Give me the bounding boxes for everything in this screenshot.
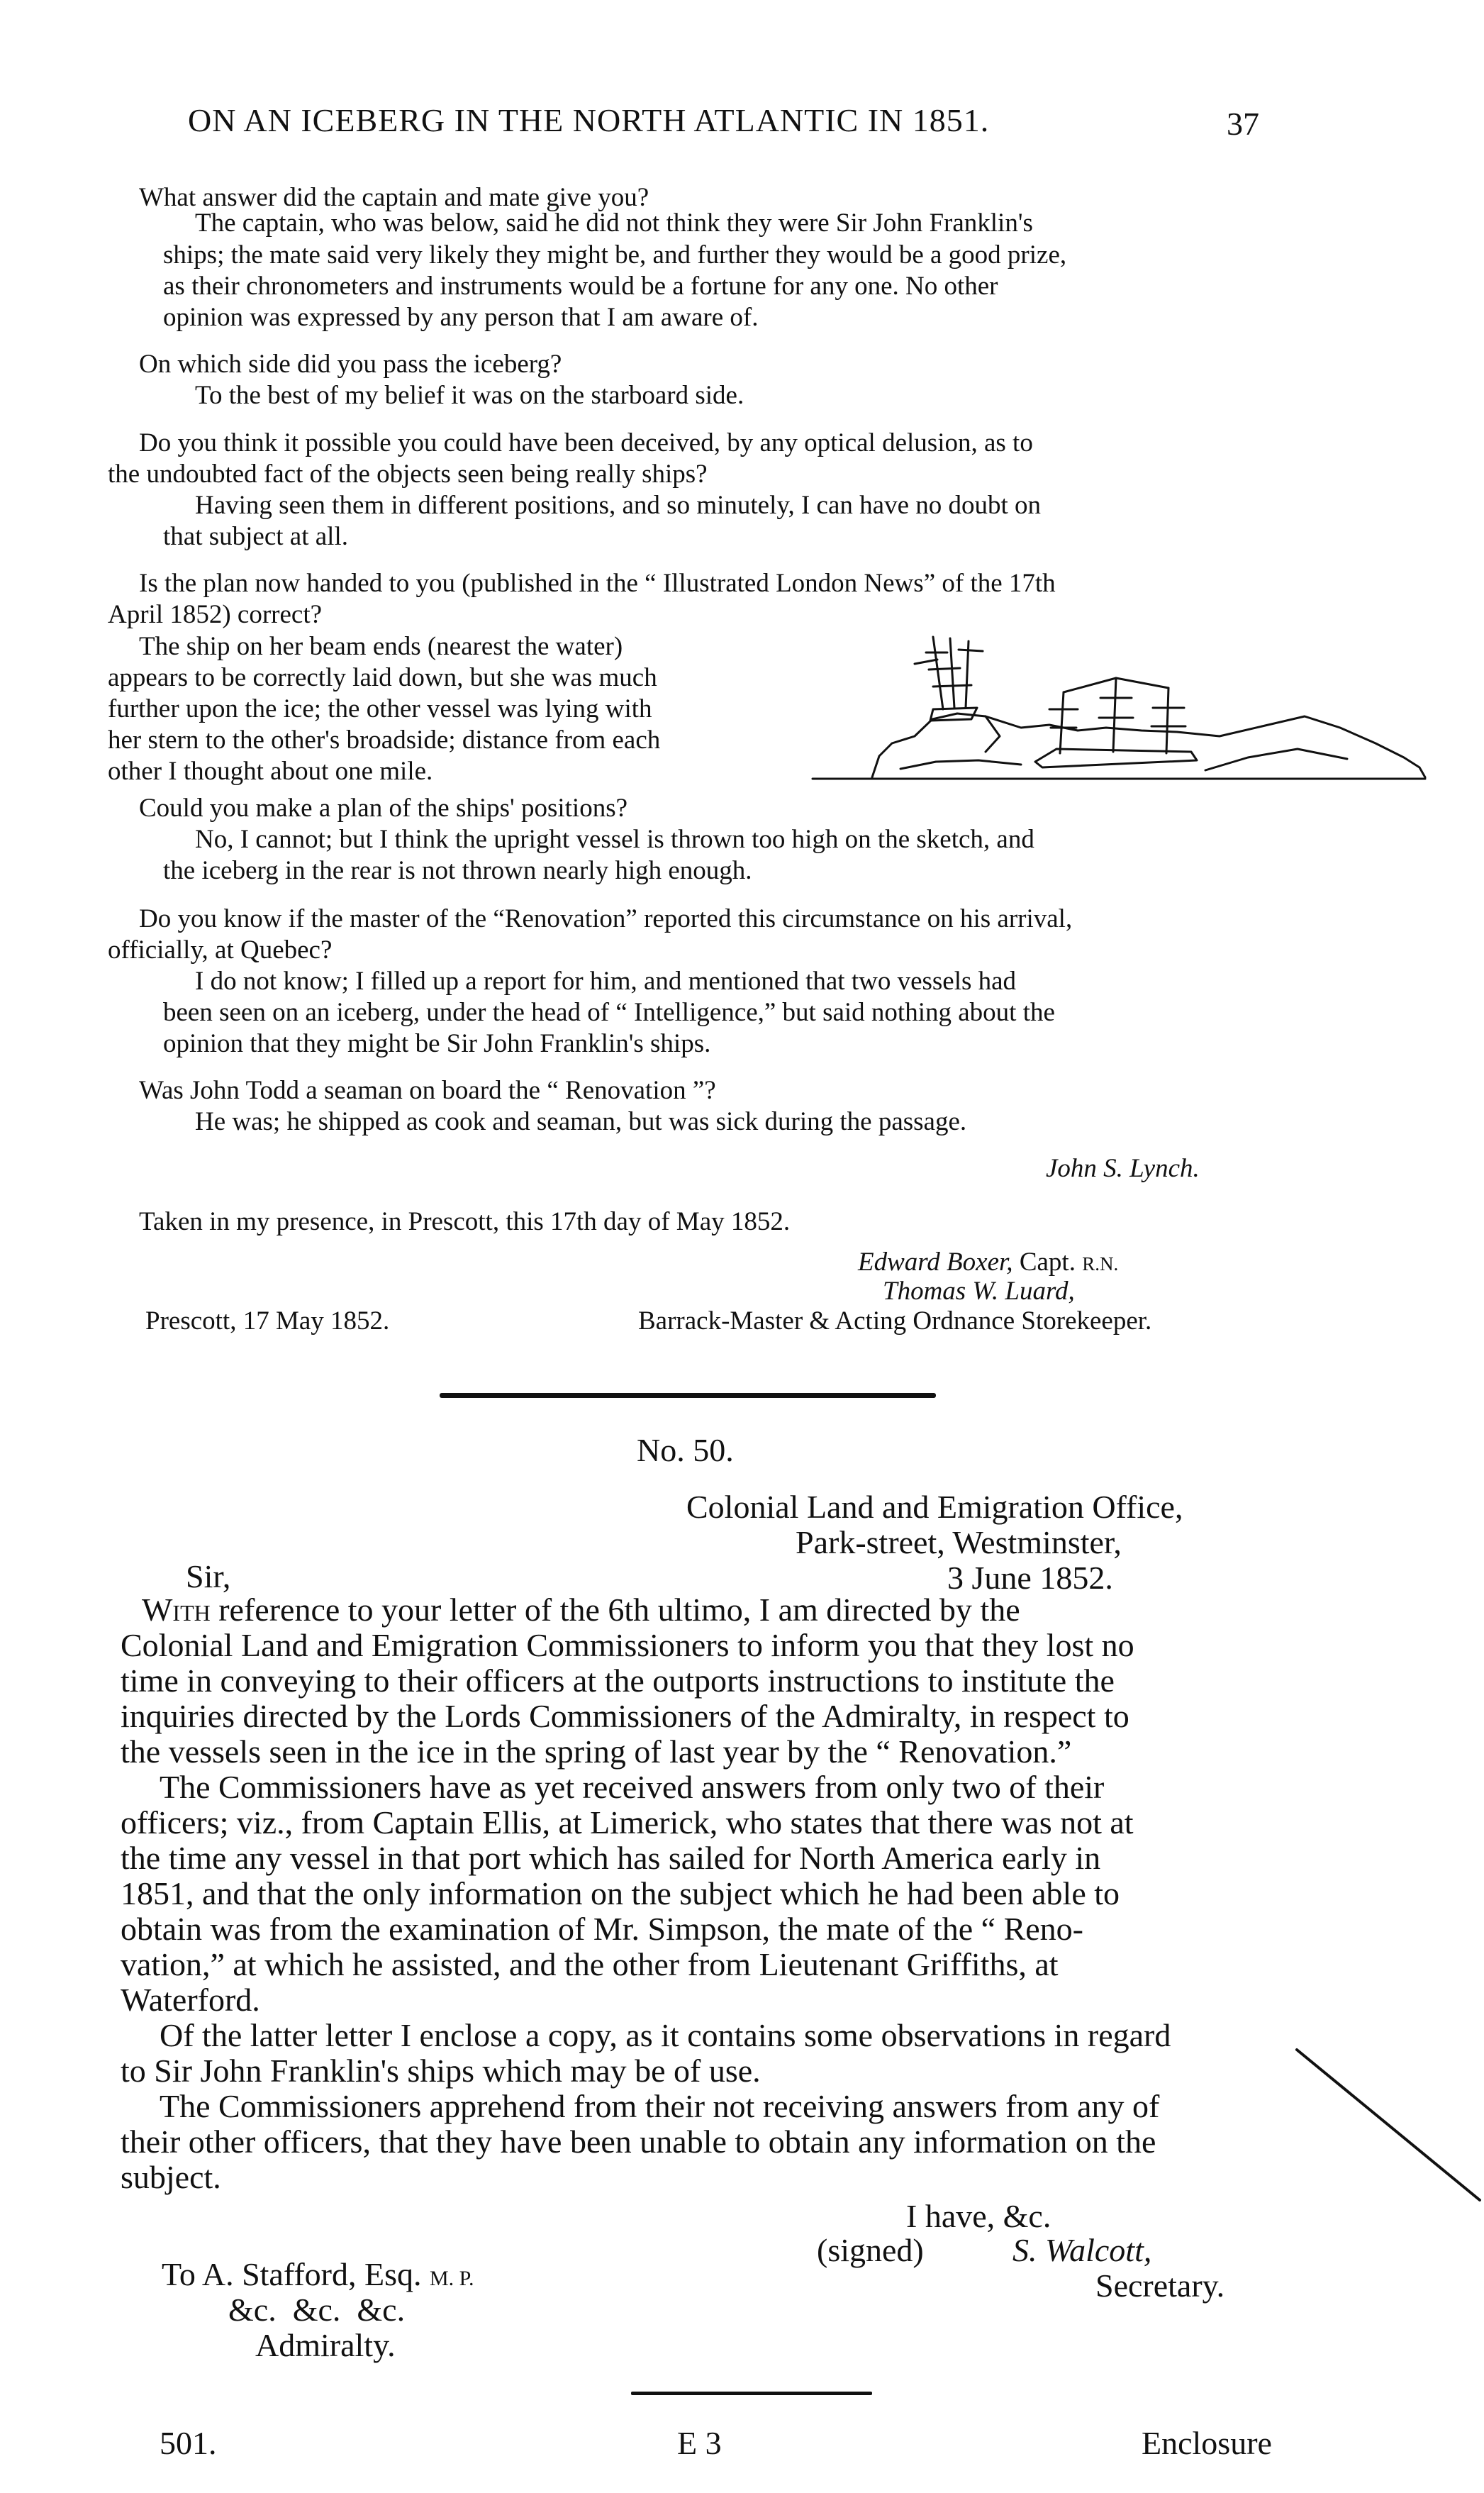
footer-catchword: Enclosure <box>1142 2425 1272 2461</box>
answer-1-line-4: opinion was expressed by any person that I am aware of. <box>163 303 759 332</box>
answer-4-line-1: The ship on her beam ends (nearest the water) <box>139 632 623 661</box>
answer-1-line-3: as their chronometers and instruments would be a fortune for any one. No other <box>163 272 998 301</box>
question-3-line-1: Do you think it possible you could have been deceived, by any optical delusion, as to <box>139 428 1033 457</box>
question-4-line-1: Is the plan now handed to you (published in the “ Illustrated London News” of the 17th <box>139 569 1056 598</box>
question-7: Was John Todd a seaman on board the “ Renovation ”? <box>139 1076 716 1105</box>
letter-signed-label: (signed) <box>817 2232 924 2268</box>
answer-2: To the best of my belief it was on the starboard side. <box>195 381 744 410</box>
letter-p4-line-1: The Commissioners apprehend from their not receiving answers from any of <box>160 2088 1160 2124</box>
letter-addressee-dept: Admiralty. <box>255 2327 396 2363</box>
letter-p3-line-2: to Sir John Franklin's ships which may be of use. <box>121 2053 761 2089</box>
letter-number: No. 50. <box>637 1432 734 1468</box>
deponent-signature: John S. Lynch. <box>1046 1154 1200 1183</box>
question-4-line-2: April 1852) correct? <box>108 600 323 629</box>
letter-office: Colonial Land and Emigration Office, <box>686 1489 1183 1525</box>
witness-1-name: Edward Boxer, <box>858 1248 1013 1277</box>
letter-p2-line-2: officers; viz., from Captain Ellis, at Limerick, who states that there was not at <box>121 1804 1134 1840</box>
letter-p1-first-word: With <box>142 1592 211 1628</box>
answer-6-line-1: I do not know; I filled up a report for him, and mentioned that two vessels had <box>195 967 1017 996</box>
letter-closing: I have, &c. <box>906 2198 1051 2234</box>
answer-5-line-2: the iceberg in the rear is not thrown nearly high enough. <box>163 856 752 885</box>
section-divider <box>440 1393 936 1398</box>
iceberg-inner-line <box>1205 749 1347 770</box>
place-date: Prescott, 17 May 1852. <box>145 1306 390 1336</box>
answer-1-line-2: ships; the mate said very likely they might be, and further they would be a good prize, <box>163 240 1067 270</box>
letter-addressee <box>162 2257 474 2297</box>
letter-p1-line-5: the vessels seen in the ice in the spring of last year by the “ Renovation.” <box>121 1733 1072 1770</box>
letter-p2-line-6: vation,” at which he assisted, and the other from Lieutenant Griffiths, at <box>121 1946 1059 1982</box>
footer-left: 501. <box>160 2425 217 2461</box>
letter-p1-line-4: inquiries directed by the Lords Commissioners of the Admiralty, in respect to <box>121 1698 1129 1734</box>
question-5: Could you make a plan of the ships' positions? <box>139 794 628 823</box>
question-6-line-2: officially, at Quebec? <box>108 935 333 965</box>
answer-4-line-2: appears to be correctly laid down, but she was much <box>108 663 657 692</box>
footer-signature-mark: E 3 <box>677 2425 722 2461</box>
letter-p4-line-2: their other officers, that they have been unable to obtain any information on the <box>121 2123 1156 2160</box>
answer-6-line-3: opinion that they might be Sir John Franklin's ships. <box>163 1029 711 1058</box>
answer-4-line-4: her stern to the other's broadside; distance from each <box>108 726 661 755</box>
question-2: On which side did you pass the iceberg? <box>139 350 562 379</box>
letter-p2-line-5: obtain was from the examination of Mr. Simpson, the mate of the “ Reno- <box>121 1911 1083 1947</box>
letter-p1-line-1 <box>142 1592 1020 1628</box>
iceberg-inner-line <box>986 716 1000 752</box>
answer-3-line-1: Having seen them in different positions, and so minutely, I can have no doubt on <box>195 491 1042 520</box>
letter-date: 3 June 1852. <box>947 1560 1113 1596</box>
letter-p1-line-2: Colonial Land and Emigration Commissioners to inform you that they lost no <box>121 1627 1134 1663</box>
ship-on-beam-ends <box>915 637 983 721</box>
iceberg-sketch <box>808 610 1432 787</box>
question-6-line-1: Do you know if the master of the “Renovation” reported this circumstance on his arrival, <box>139 904 1073 933</box>
witness-1-rank: Capt. <box>1012 1248 1083 1277</box>
attestation: Taken in my presence, in Prescott, this 17th day of May 1852. <box>139 1207 791 1236</box>
letter-signer-title: Secretary. <box>1095 2267 1225 2304</box>
answer-4-line-5: other I thought about one mile. <box>108 757 433 786</box>
letter-street: Park-street, Westminster, <box>796 1524 1122 1560</box>
letter-p4-line-3: subject. <box>121 2159 221 2195</box>
question-3-line-2: the undoubted fact of the objects seen being really ships? <box>108 460 708 489</box>
upright-ship <box>1035 678 1197 767</box>
footer-divider <box>631 2392 872 2395</box>
iceberg-inner-line <box>900 760 1021 769</box>
letter-p2-line-3: the time any vessel in that port which has sailed for North America early in <box>121 1840 1101 1876</box>
page-number: 37 <box>1227 106 1259 142</box>
letter-p2-line-4: 1851, and that the only information on the subject which he had been able to <box>121 1875 1120 1911</box>
witness-2-name: Thomas W. Luard, <box>883 1277 1075 1306</box>
letter-p2-line-1: The Commissioners have as yet received answers from only two of their <box>160 1769 1105 1805</box>
letter-p2-line-7: Waterford. <box>121 1982 260 2018</box>
answer-1-line-1: The captain, who was below, said he did not think they were Sir John Franklin's <box>195 209 1033 238</box>
witness-1-rn: R.N. <box>1082 1253 1119 1275</box>
margin-mark <box>1294 2014 1484 2206</box>
answer-3-line-2: that subject at all. <box>163 522 348 551</box>
letter-signer: S. Walcott, <box>1012 2232 1152 2268</box>
letter-addressee-mp: M. P. <box>429 2267 474 2290</box>
letter-addressee-name: To A. Stafford, Esq. <box>162 2256 422 2292</box>
letter-p1-line-1-text: reference to your letter of the 6th ultimo, I am directed by the <box>210 1592 1020 1628</box>
question-1: What answer did the captain and mate give you? <box>139 183 649 212</box>
answer-7: He was; he shipped as cook and seaman, but was sick during the passage. <box>195 1107 967 1136</box>
letter-p3-line-1: Of the latter letter I enclose a copy, as it contains some observations in regard <box>160 2017 1171 2053</box>
iceberg-outline <box>872 714 1425 777</box>
letter-addressee-etc: &c. &c. &c. <box>228 2292 406 2328</box>
page-title: ON AN ICEBERG IN THE NORTH ATLANTIC IN 1851. <box>188 102 990 138</box>
witness-2-title: Barrack-Master & Acting Ordnance Storekeeper. <box>638 1306 1152 1336</box>
answer-4-line-3: further upon the ice; the other vessel was lying with <box>108 694 652 723</box>
answer-6-line-2: been seen on an iceberg, under the head of “ Intelligence,” but said nothing about the <box>163 998 1055 1027</box>
letter-p1-line-3: time in conveying to their officers at the outports instructions to institute the <box>121 1662 1115 1699</box>
answer-5-line-1: No, I cannot; but I think the upright vessel is thrown too high on the sketch, and <box>195 825 1034 854</box>
letter-salutation: Sir, <box>186 1558 231 1594</box>
